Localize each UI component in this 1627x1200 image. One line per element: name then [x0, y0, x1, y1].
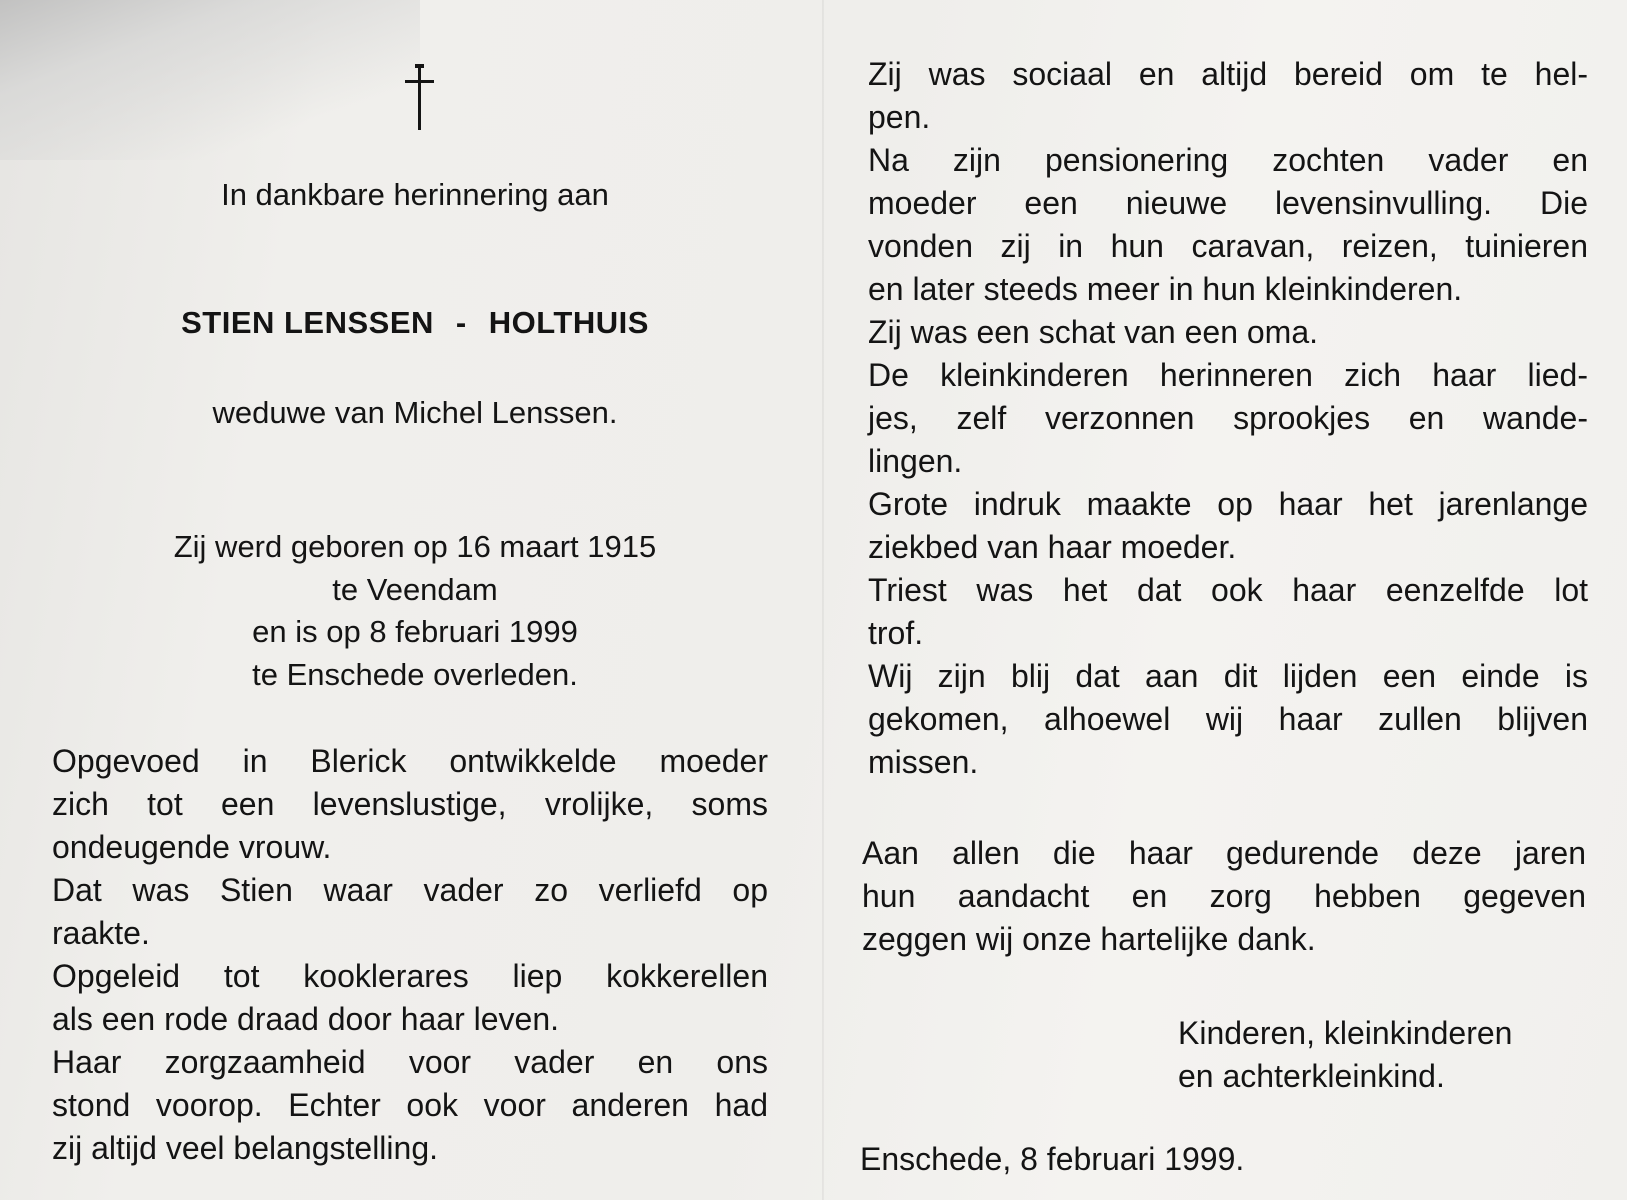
text-line: zich tot een levenslustige, vrolijke, soms: [52, 786, 768, 822]
card-fold-line: [822, 0, 824, 1200]
text-line: ondeugende vrouw.: [52, 829, 332, 865]
intro-line: In dankbare herinnering aan: [221, 177, 609, 212]
text-line: pen.: [868, 99, 931, 135]
text-line: als een rode draad door haar leven.: [52, 1001, 560, 1037]
text-line: raakte.: [52, 915, 150, 951]
widow-line: weduwe van Michel Lenssen.: [212, 395, 618, 430]
text-line: Triest was het dat ook haar eenzelfde lot: [868, 572, 1588, 608]
deceased-name: [40, 305, 790, 341]
signature: [1178, 1012, 1512, 1098]
text-line: zij altijd veel belangstelling.: [52, 1130, 438, 1166]
text-line: missen.: [868, 744, 979, 780]
signature-line: Kinderen, kleinkinderen: [1178, 1015, 1513, 1051]
biography-right: [868, 53, 1588, 784]
text-line: Dat was Stien waar vader zo verliefd op: [52, 872, 768, 908]
text-line: Grote indruk maakte op haar het jarenlange: [868, 486, 1588, 522]
text-line: moeder een nieuwe levensinvulling. Die: [868, 185, 1588, 221]
text-line: Aan allen die haar gedurende deze jaren: [862, 835, 1586, 871]
text-line: hun aandacht en zorg hebben gegeven: [862, 878, 1586, 914]
name-separator: -: [455, 305, 467, 340]
place-date: Enschede, 8 februari 1999.: [860, 1141, 1245, 1177]
dates-block: [40, 526, 790, 696]
text-line: gekomen, alhoewel wij haar zullen blijven: [868, 701, 1588, 737]
text-line: en later steeds meer in hun kleinkinderen.: [868, 271, 1463, 307]
text-line: lingen.: [868, 443, 963, 479]
signature-line: en achterkleinkind.: [1178, 1058, 1445, 1094]
text-line: Opgevoed in Blerick ontwikkelde moeder: [52, 743, 768, 779]
date-line: Zij werd geboren op 16 maart 1915: [173, 529, 657, 564]
text-line: jes, zelf verzonnen sprookjes en wande-: [868, 400, 1588, 436]
cross-icon: [405, 64, 435, 132]
biography-left: [52, 740, 768, 1170]
text-line: Wij zijn blij dat aan dit lijden een einde is: [868, 658, 1588, 694]
name-first: STIEN LENSSEN: [181, 305, 434, 340]
fold-shadow: [0, 0, 420, 160]
text-line: Na zijn pensionering zochten vader en: [868, 142, 1588, 178]
text-line: stond voorop. Echter ook voor anderen had: [52, 1087, 768, 1123]
text-line: zeggen wij onze hartelijke dank.: [862, 921, 1316, 957]
text-line: Zij was sociaal en altijd bereid om te hel-: [868, 56, 1588, 92]
thanks-paragraph: [862, 832, 1586, 961]
name-last: HOLTHUIS: [488, 305, 649, 340]
text-line: Zij was een schat van een oma.: [868, 314, 1319, 350]
text-line: trof.: [868, 615, 924, 651]
text-line: Haar zorgzaamheid voor vader en ons: [52, 1044, 768, 1080]
date-line: en is op 8 februari 1999: [252, 614, 578, 649]
text-line: ziekbed van haar moeder.: [868, 529, 1237, 565]
date-line: te Enschede overleden.: [252, 656, 578, 692]
text-line: Opgeleid tot kooklerares liep kokkerellen: [52, 958, 768, 994]
text-line: vonden zij in hun caravan, reizen, tuinieren: [868, 228, 1588, 264]
date-line: te Veendam: [332, 571, 498, 607]
text-line: De kleinkinderen herinneren zich haar lied-: [868, 357, 1588, 393]
